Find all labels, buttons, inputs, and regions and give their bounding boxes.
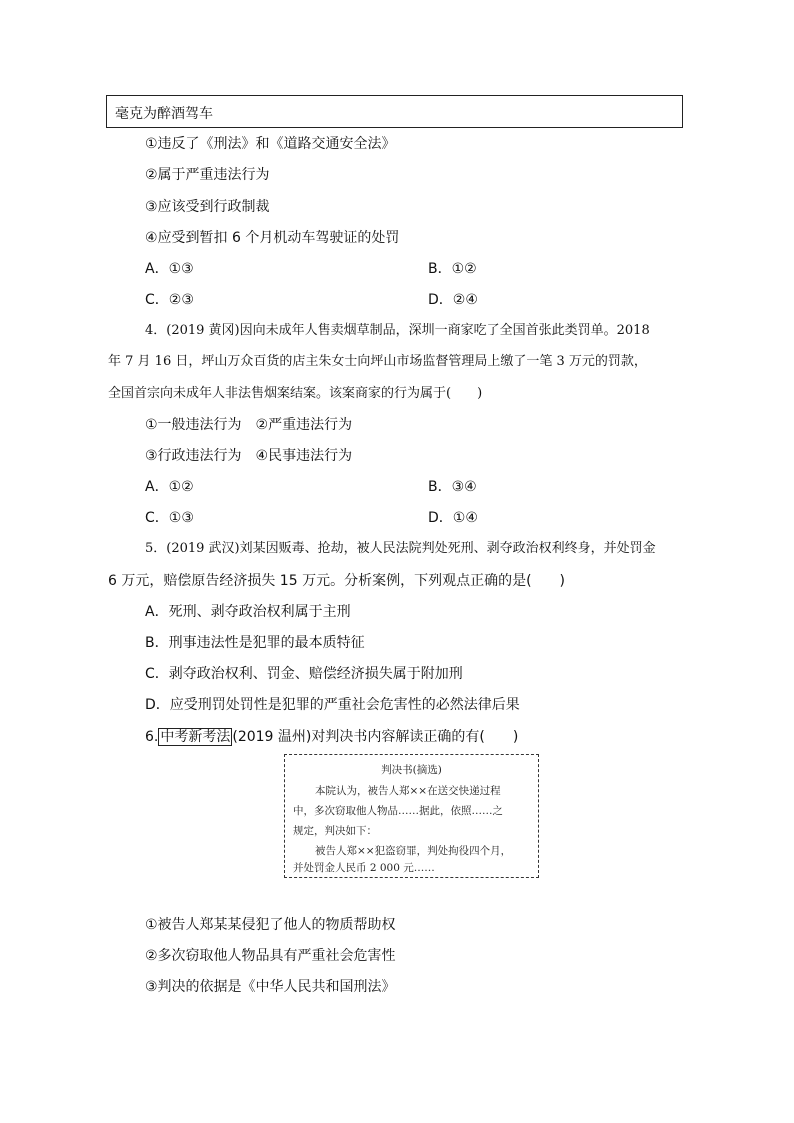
verdict-line-5: 并处罚金人民币 2 000 元…… <box>293 862 435 874</box>
q3-choice-b: B．①② <box>428 261 477 277</box>
q4-stem-line-3: 全国首宗向未成年人非法售烟案结案。该案商家的行为属于( ) <box>108 386 483 401</box>
q4-stem-line-1: 4．(2019 黄冈)因向未成年人售卖烟草制品，深圳一商家吃了全国首张此类罚单。2018 <box>145 323 650 338</box>
q6-new-format-tag: 中考新考法 <box>160 729 231 745</box>
q5-choice-a: A．死刑、剥夺政治权利属于主刑 <box>145 604 351 620</box>
q3-option-4: ④应受到暂扣 6 个月机动车驾驶证的处罚 <box>145 230 400 246</box>
q5-choice-b: B．刑事违法性是犯罪的最本质特征 <box>145 635 365 651</box>
q6-option-2: ②多次窃取他人物品具有严重社会危害性 <box>145 948 396 964</box>
q6-number: 6. <box>145 729 159 745</box>
q5-choice-d: D．应受刑罚处罚性是犯罪的严重社会危害性的必然法律后果 <box>145 697 520 713</box>
q4-options-1-2: ①一般违法行为 ②严重违法行为 <box>145 417 353 433</box>
q3-choice-a: A．①③ <box>145 261 194 277</box>
q4-choice-b: B．③④ <box>428 479 477 495</box>
q3-option-1: ①违反了《刑法》和《道路交通安全法》 <box>145 136 396 152</box>
q4-choice-c: C．①③ <box>145 510 194 526</box>
q5-stem-line-2: 6 万元，赔偿原告经济损失 15 万元。分析案例，下列观点正确的是( ) <box>108 573 565 589</box>
header-box-text: 毫克为醉酒驾车 <box>115 106 213 122</box>
q4-choice-d: D．①④ <box>428 510 478 526</box>
verdict-excerpt-box <box>284 754 539 878</box>
q4-options-3-4: ③行政违法行为 ④民事违法行为 <box>145 448 353 464</box>
q3-option-3: ③应该受到行政制裁 <box>145 199 270 215</box>
q5-choice-c: C．剥夺政治权利、罚金、赔偿经济损失属于附加刑 <box>145 666 463 682</box>
q3-choice-c: C．②③ <box>145 292 194 308</box>
q3-option-2: ②属于严重违法行为 <box>145 167 270 183</box>
verdict-line-2: 中，多次窃取他人物品……据此，依照……之 <box>293 805 503 817</box>
q4-choice-a: A．①② <box>145 479 194 495</box>
q4-stem-line-2: 年 7 月 16 日，坪山万众百货的店主朱女士向坪山市场监督管理局上缴了一笔 3 万元的罚款， <box>108 354 647 369</box>
header-box <box>106 95 683 128</box>
q5-stem-line-1: 5．(2019 武汉)刘某因贩毒、抢劫，被人民法院判处死刑、剥夺政治权利终身，并处罚金 <box>145 541 656 556</box>
verdict-line-1: 本院认为，被告人郑××在送交快递过程 <box>315 785 501 797</box>
q3-choice-d: D．②④ <box>428 292 478 308</box>
q6-stem <box>145 728 518 746</box>
q6-option-3: ③判决的依据是《中华人民共和国刑法》 <box>145 979 396 995</box>
verdict-title: 判决书(摘选) <box>381 764 442 776</box>
q6-stem-text: (2019 温州)对判决书内容解读正确的有( ) <box>232 729 519 745</box>
q6-option-1: ①被告人郑某某侵犯了他人的物质帮助权 <box>145 917 396 933</box>
verdict-line-3: 规定，判决如下： <box>293 825 377 837</box>
verdict-line-4: 被告人郑××犯盗窃罪，判处拘役四个月， <box>315 845 512 857</box>
